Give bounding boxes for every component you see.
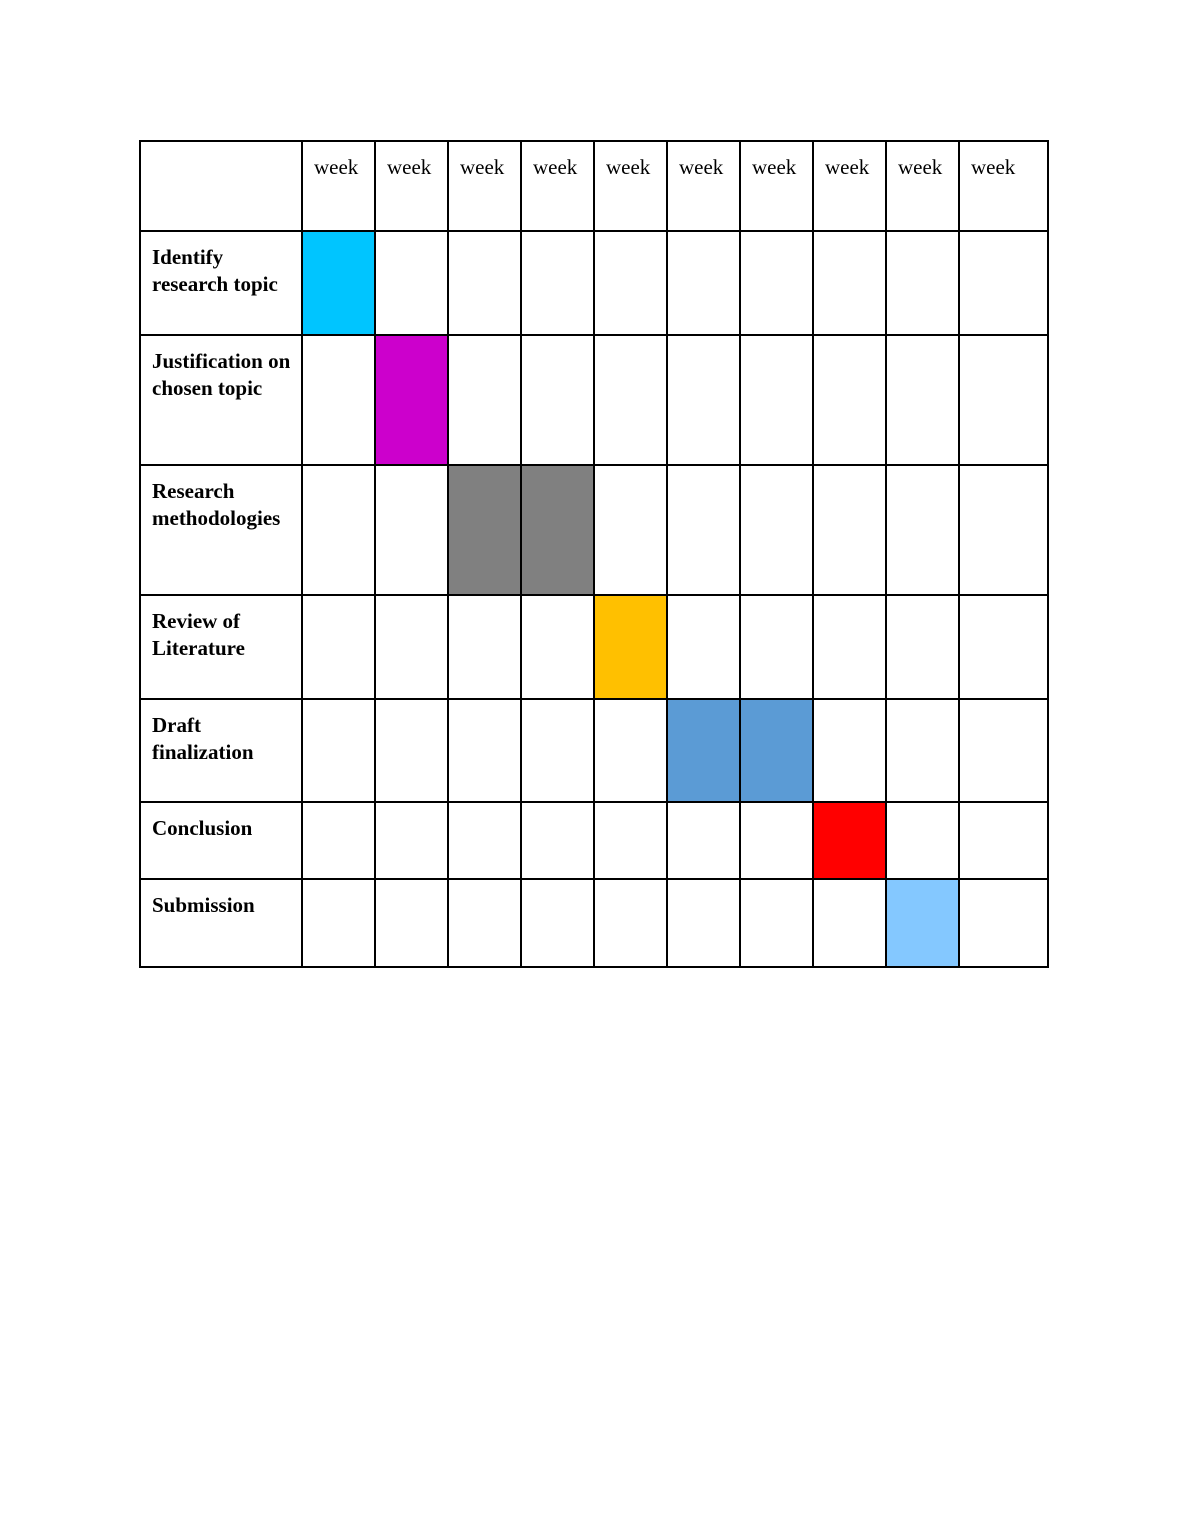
- empty-week-cell: [594, 879, 667, 967]
- empty-week-cell: [667, 335, 740, 465]
- empty-week-cell: [521, 879, 594, 967]
- empty-week-cell: [594, 465, 667, 595]
- empty-week-cell: [813, 879, 886, 967]
- gantt-bar-cell: [448, 465, 521, 595]
- empty-week-cell: [740, 595, 813, 699]
- gantt-bar-cell: [521, 465, 594, 595]
- empty-week-cell: [813, 335, 886, 465]
- empty-week-cell: [813, 465, 886, 595]
- empty-week-cell: [959, 595, 1048, 699]
- gantt-body: [140, 141, 1048, 967]
- task-label: Review of Literature: [140, 595, 302, 699]
- gantt-bar-cell: [667, 699, 740, 802]
- empty-week-cell: [740, 465, 813, 595]
- week-header-2: week: [375, 141, 448, 231]
- empty-week-cell: [740, 335, 813, 465]
- task-row: [140, 231, 1048, 335]
- task-label: Submission: [140, 879, 302, 967]
- empty-week-cell: [375, 699, 448, 802]
- empty-week-cell: [959, 465, 1048, 595]
- task-row: [140, 595, 1048, 699]
- empty-week-cell: [375, 802, 448, 879]
- task-label: Identify research topic: [140, 231, 302, 335]
- gantt-chart-table: [139, 140, 1049, 968]
- week-header-10: week: [959, 141, 1048, 231]
- empty-week-cell: [302, 595, 375, 699]
- task-row: [140, 802, 1048, 879]
- empty-week-cell: [594, 231, 667, 335]
- empty-week-cell: [521, 699, 594, 802]
- empty-week-cell: [594, 699, 667, 802]
- empty-week-cell: [594, 802, 667, 879]
- empty-week-cell: [302, 879, 375, 967]
- task-label: Draft finalization: [140, 699, 302, 802]
- corner-cell: [140, 141, 302, 231]
- empty-week-cell: [375, 595, 448, 699]
- header-row: [140, 141, 1048, 231]
- empty-week-cell: [448, 595, 521, 699]
- task-label: Conclusion: [140, 802, 302, 879]
- empty-week-cell: [375, 231, 448, 335]
- week-header-9: week: [886, 141, 959, 231]
- gantt-bar-cell: [740, 699, 813, 802]
- empty-week-cell: [521, 802, 594, 879]
- gantt-bar-cell: [375, 335, 448, 465]
- week-header-3: week: [448, 141, 521, 231]
- empty-week-cell: [521, 595, 594, 699]
- empty-week-cell: [375, 879, 448, 967]
- gantt-bar-cell: [302, 231, 375, 335]
- empty-week-cell: [302, 465, 375, 595]
- gantt-bar-cell: [813, 802, 886, 879]
- task-row: [140, 465, 1048, 595]
- empty-week-cell: [959, 231, 1048, 335]
- task-row: [140, 879, 1048, 967]
- empty-week-cell: [594, 335, 667, 465]
- empty-week-cell: [667, 879, 740, 967]
- empty-week-cell: [448, 879, 521, 967]
- empty-week-cell: [740, 802, 813, 879]
- empty-week-cell: [667, 802, 740, 879]
- empty-week-cell: [302, 699, 375, 802]
- empty-week-cell: [886, 802, 959, 879]
- empty-week-cell: [448, 335, 521, 465]
- empty-week-cell: [886, 231, 959, 335]
- week-header-8: week: [813, 141, 886, 231]
- gantt-bar-cell: [886, 879, 959, 967]
- empty-week-cell: [667, 595, 740, 699]
- empty-week-cell: [448, 231, 521, 335]
- empty-week-cell: [448, 802, 521, 879]
- empty-week-cell: [740, 231, 813, 335]
- gantt-bar-cell: [594, 595, 667, 699]
- empty-week-cell: [302, 335, 375, 465]
- empty-week-cell: [521, 335, 594, 465]
- empty-week-cell: [959, 335, 1048, 465]
- empty-week-cell: [886, 595, 959, 699]
- week-header-6: week: [667, 141, 740, 231]
- empty-week-cell: [667, 231, 740, 335]
- empty-week-cell: [959, 802, 1048, 879]
- empty-week-cell: [886, 699, 959, 802]
- week-header-5: week: [594, 141, 667, 231]
- task-label: Research methodologies: [140, 465, 302, 595]
- empty-week-cell: [448, 699, 521, 802]
- week-header-4: week: [521, 141, 594, 231]
- empty-week-cell: [302, 802, 375, 879]
- task-row: [140, 699, 1048, 802]
- week-header-1: week: [302, 141, 375, 231]
- empty-week-cell: [813, 595, 886, 699]
- empty-week-cell: [740, 879, 813, 967]
- empty-week-cell: [886, 465, 959, 595]
- empty-week-cell: [886, 335, 959, 465]
- task-row: [140, 335, 1048, 465]
- empty-week-cell: [375, 465, 448, 595]
- empty-week-cell: [521, 231, 594, 335]
- task-label: Justification on chosen topic: [140, 335, 302, 465]
- week-header-7: week: [740, 141, 813, 231]
- empty-week-cell: [959, 879, 1048, 967]
- empty-week-cell: [959, 699, 1048, 802]
- empty-week-cell: [813, 231, 886, 335]
- empty-week-cell: [813, 699, 886, 802]
- empty-week-cell: [667, 465, 740, 595]
